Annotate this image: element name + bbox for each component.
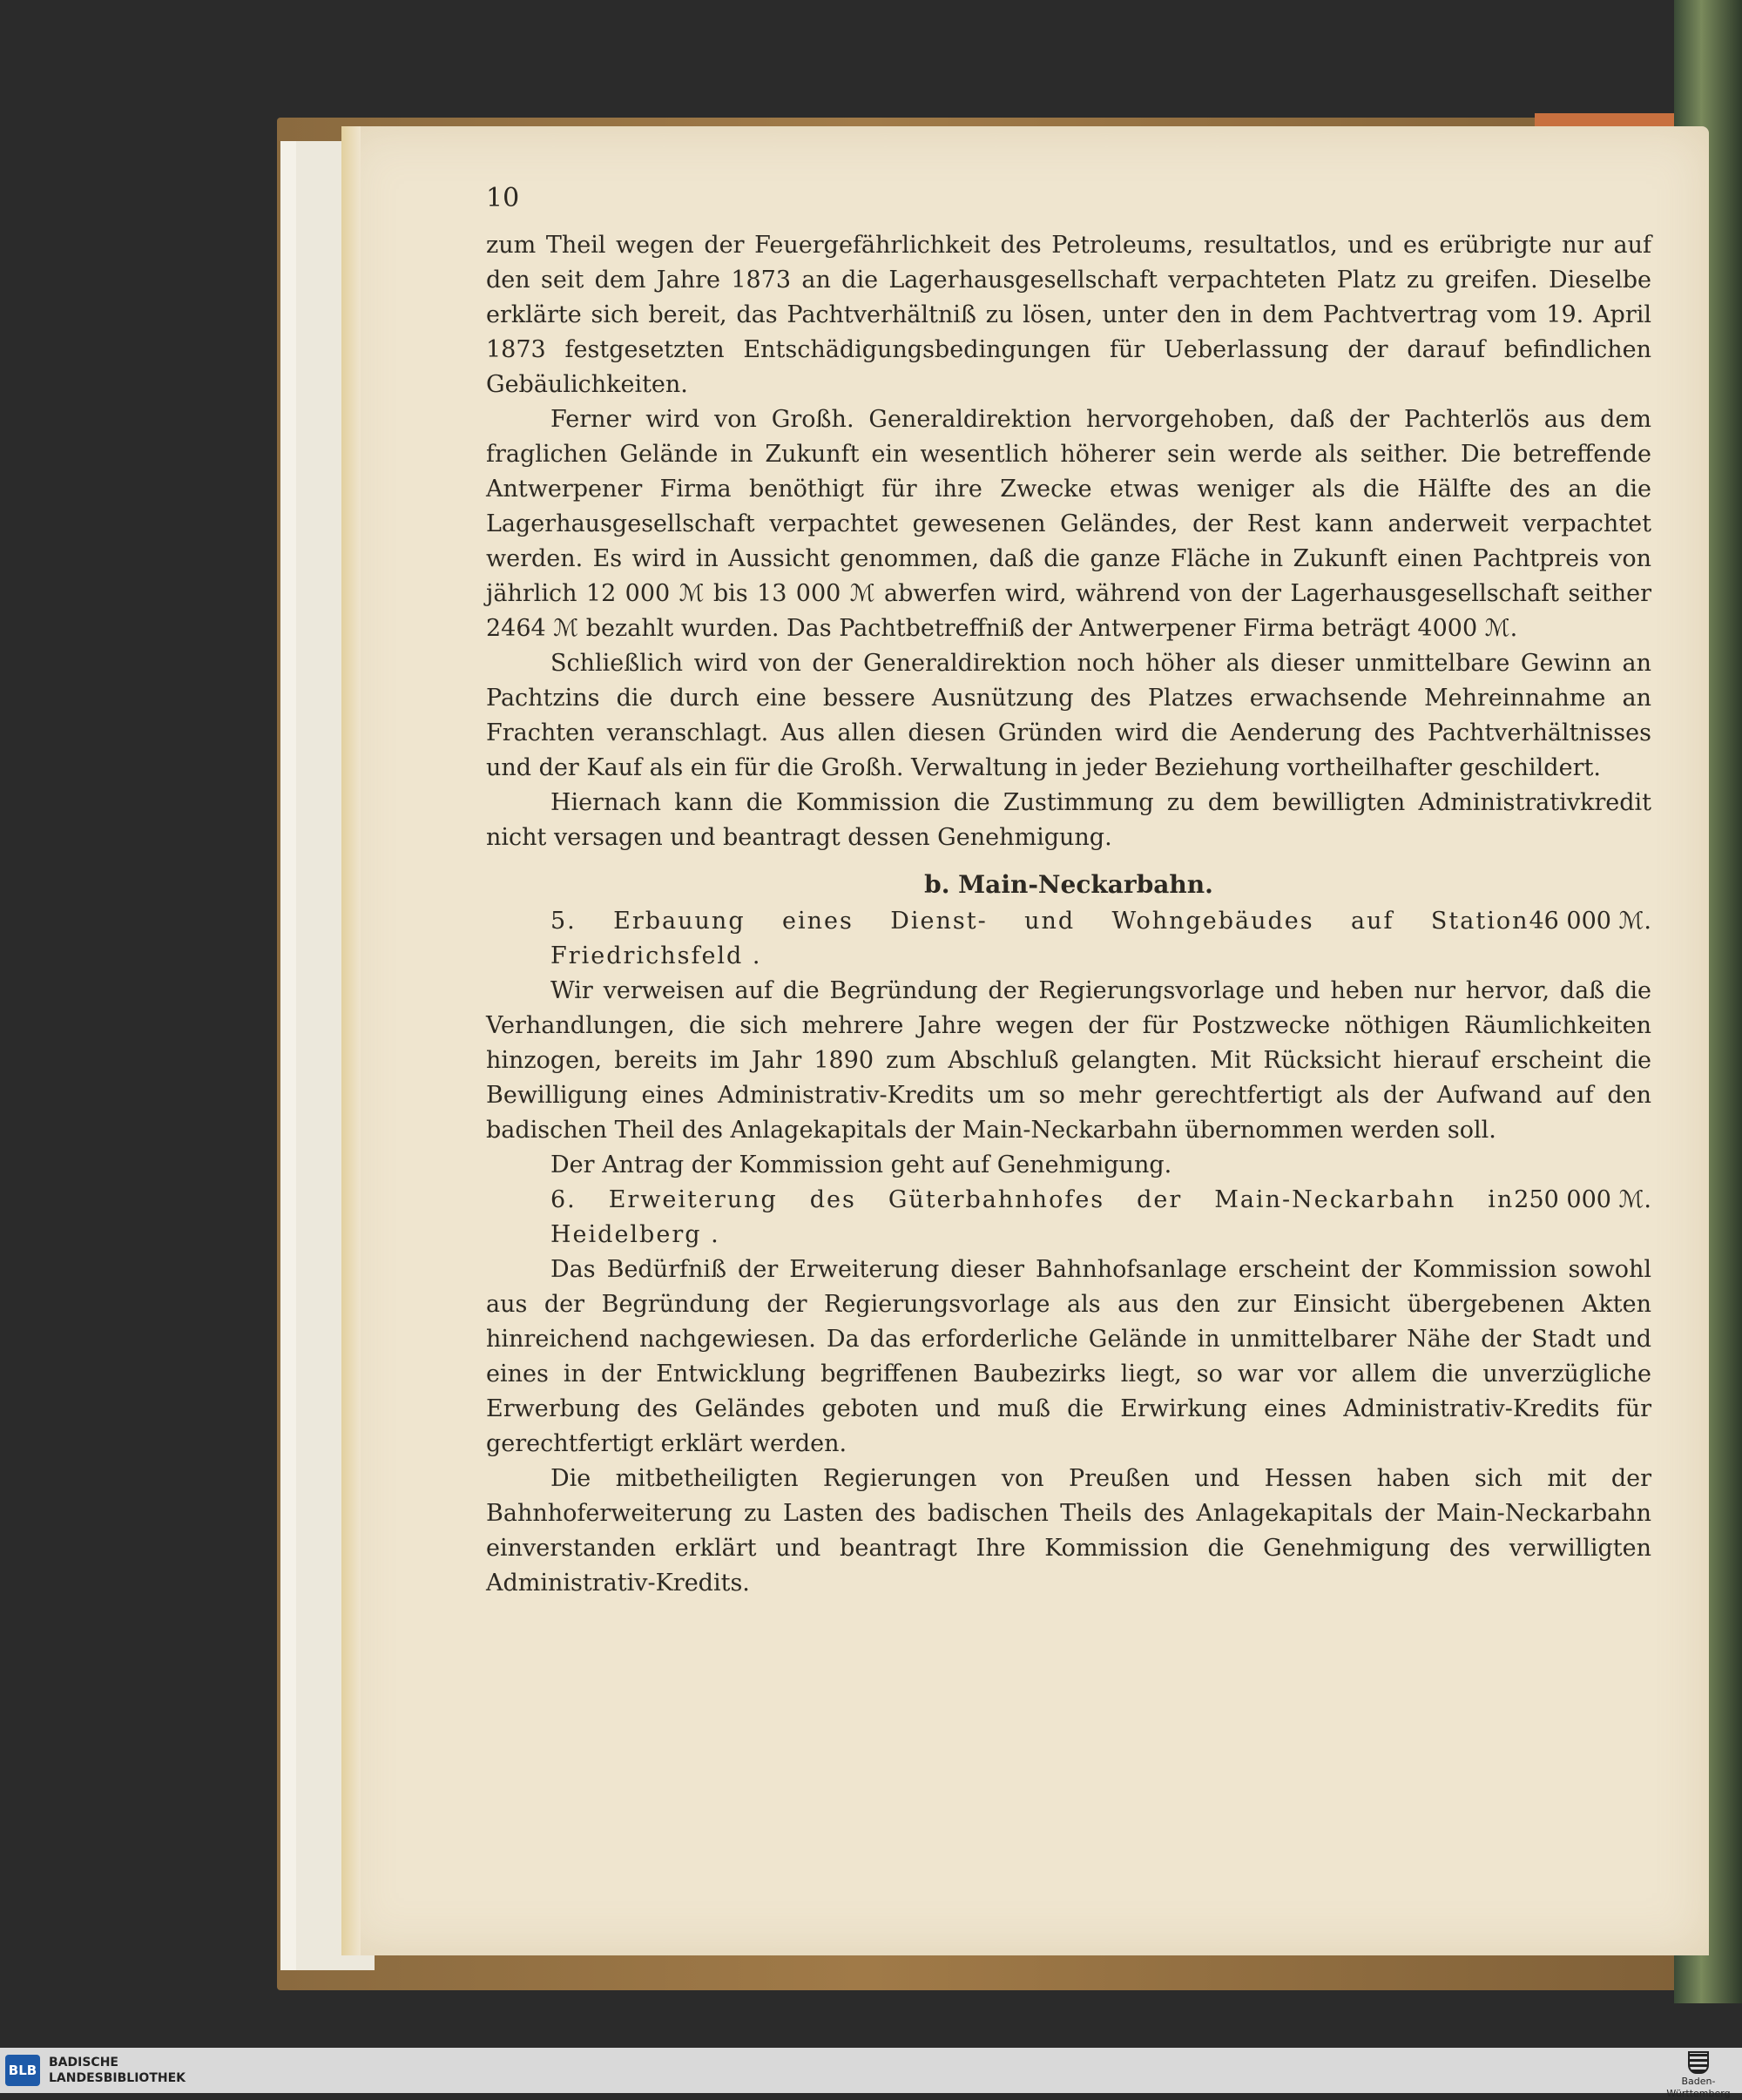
paragraph: Die mitbetheiligten Regierungen von Preußen und Hessen haben sich mit der Bahnhoferweiterung zu Lasten des badischen Theils des Anlagekapitals der Main-Neckarbahn einverstanden erklärt und beantragt Ihre Kommission die Genehmigung des verwilligten Administrativ-Kredits. — [486, 1465, 1651, 1597]
page-number: 10 — [486, 183, 520, 213]
library-name-line2: LANDESBIBLIOTHEK — [49, 2071, 186, 2085]
paragraph: zum Theil wegen der Feuergefährlichkeit des Petroleums, resultatlos, und es erübrigte nur auf den seit dem Jahre 1873 an die Lagerhausgesellschaft verpachteten Platz zu greifen. Dieselbe erklärte sich bereit, das Pachtverhältniß zu lösen, unter den in dem Pachtvertrag vom 19. April 1873 festgesetzten Entschädigungsbedingungen für Ueberlassung der darauf befindlichen Gebäulichkeiten. — [486, 232, 1651, 398]
baden-wuerttemberg-logo[interactable] — [1664, 2049, 1733, 2099]
page-gutter-shadow — [341, 126, 361, 1955]
budget-item-5 — [486, 904, 1651, 974]
paragraph: Ferner wird von Großh. Generaldirektion hervorgehoben, daß der Pachterlös aus dem fraglichen Gelände in Zukunft ein wesentlich höherer sein werde als seither. Die betreffende Antwerpener Firma benöthigt für ihre Zwecke etwas weniger als die Hälfte des an die Lagerhausgesellschaft verpachtet gewesenen Geländes, der Rest kann anderweit verpachtet werden. Es wird in Aussicht genommen, daß die ganze Fläche in Zukunft einen Pachtpreis von jährlich 12 000 ℳ bis 13 000 ℳ abwerfen wird, während von der Lagerhausgesellschaft seither 2464 ℳ bezahlt wurden. Das Pachtbetreffniß der Antwerpener Firma beträgt 4000 ℳ. — [486, 406, 1651, 642]
coat-of-arms-icon — [1688, 2051, 1709, 2074]
budget-item-label: 6. Erweiterung des Güterbahnhofes der Main-Neckarbahn in Heidelberg . — [550, 1186, 1515, 1248]
blb-logo[interactable]: BLB — [5, 2055, 40, 2086]
viewer-footer — [0, 2048, 1742, 2099]
paragraph: Hiernach kann die Kommission die Zustimmung zu dem bewilligten Administrativkredit nicht versagen und beantragt dessen Genehmigung. — [486, 789, 1651, 851]
budget-item-label: 5. Erbauung eines Dienst- und Wohngebäudes auf Station Friedrichsfeld . — [550, 908, 1529, 969]
library-name — [49, 2055, 186, 2086]
budget-item-amount: 250 000 ℳ. — [1514, 1186, 1651, 1213]
paragraph: Das Bedürfniß der Erweiterung dieser Bahnhofsanlage erscheint der Kommission sowohl aus der Begründung der Regierungsvorlage als aus den zur Einsicht übergebenen Akten hinreichend nachgewiesen. Da das erforderliche Gelände in unmittelbarer Nähe der Stadt und eines in der Entwicklung begriffenen Baubezirks liegt, so war vor allem die unverzügliche Erwerbung des Geländes geboten und muß die Erwirkung eines Administrativ-Kredits für gerechtfertigt erklärt werden. — [486, 1256, 1651, 1457]
paragraph: Der Antrag der Kommission geht auf Genehmigung. — [550, 1151, 1172, 1178]
page-text — [486, 181, 1651, 1601]
budget-item-6 — [486, 1183, 1651, 1253]
state-label: Baden-Württemberg — [1666, 2076, 1731, 2099]
section-heading: b. Main-Neckarbahn. — [924, 870, 1213, 899]
paragraph: Schließlich wird von der Generaldirektion noch höher als dieser unmittelbare Gewinn an Pachtzins die durch eine bessere Ausnützung des Platzes erwachsende Mehreinnahme an Frachten veranschlagt. Aus allen diesen Gründen wird die Aenderung des Pachtverhältnisses und der Kauf als ein für die Großh. Verwaltung in jeder Beziehung vortheilhafter geschildert. — [486, 650, 1651, 781]
budget-item-amount: 46 000 ℳ. — [1529, 908, 1651, 935]
library-name-line1: BADISCHE — [49, 2056, 118, 2070]
paragraph: Wir verweisen auf die Begründung der Regierungsvorlage und heben nur hervor, daß die Verhandlungen, die sich mehrere Jahre wegen der für Postzwecke nöthigen Räumlichkeiten hinzogen, bereits im Jahr 1890 zum Abschluß gelangten. Mit Rücksicht hierauf erscheint die Bewilligung eines Administrativ-Kredits um so mehr gerechtfertigt als der Aufwand auf den badischen Theil des Anlagekapitals der Main-Neckarbahn übernommen werden soll. — [486, 977, 1651, 1144]
